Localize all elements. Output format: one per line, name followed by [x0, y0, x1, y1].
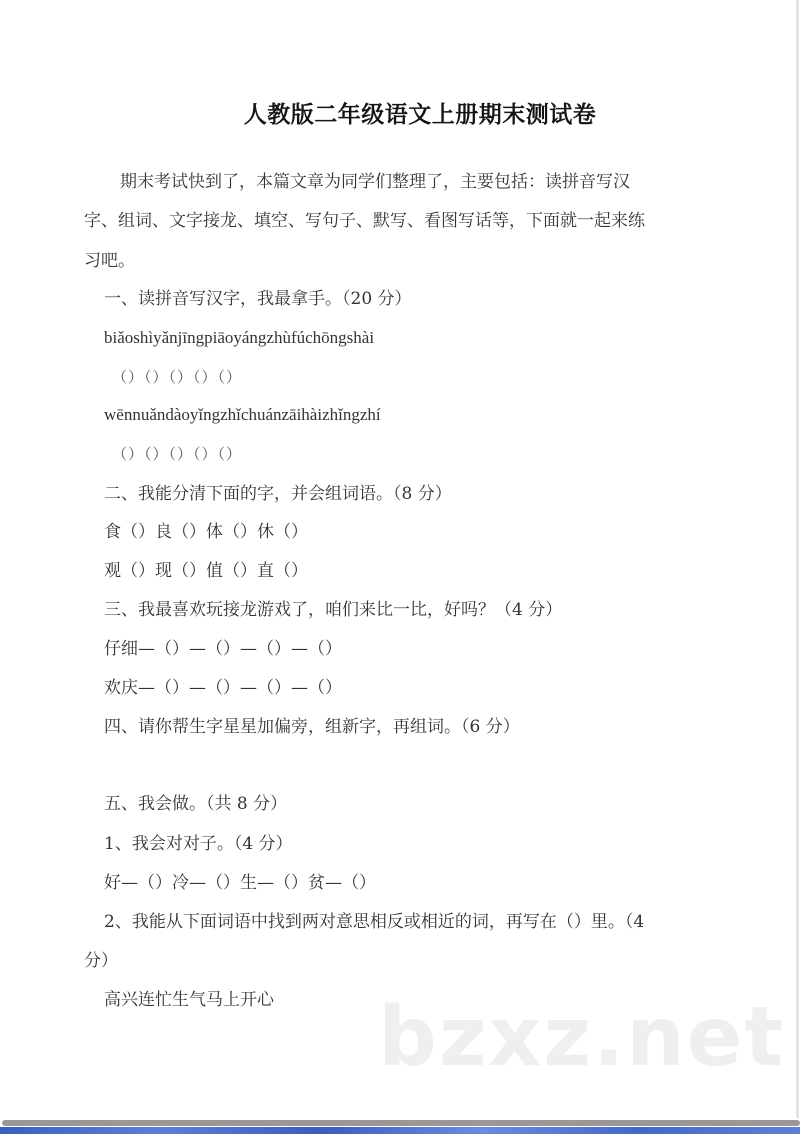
document-title: 人教版二年级语文上册期末测试卷 — [243, 102, 597, 128]
section-1-heading: 一、读拼音写汉字，我最拿手。（20 分） — [104, 289, 412, 309]
section-2-heading: 二、我能分清下面的字，并会组词语。（8 分） — [104, 484, 452, 504]
watermark: bzxz.net — [378, 990, 786, 1085]
intro-line-2: 字、组词、文字接龙、填空、写句子、默写、看图写话等，下面就一起来练 — [84, 211, 645, 231]
section-5-q2-heading-line-1: 2、我能从下面词语中找到两对意思相反或相近的词，再写在（）里。（4 — [104, 912, 645, 932]
section-5-q2-words: 高兴连忙生气马上开心 — [104, 990, 274, 1010]
answer-blanks-row-2: （）（）（）（）（） — [112, 445, 243, 463]
desktop-background-strip — [0, 1127, 800, 1134]
answer-blanks-row-1: （）（）（）（）（） — [112, 368, 243, 386]
section-5-q1-heading: 1、我会对对子。（4 分） — [104, 834, 293, 854]
section-3-heading: 三、我最喜欢玩接龙游戏了，咱们来比一比，好吗？（4 分） — [104, 600, 563, 620]
intro-line-3: 习吧。 — [84, 251, 135, 271]
section-2-row-1: 食（）良（）体（）休（） — [104, 522, 308, 542]
section-4-heading: 四、请你帮生字星星加偏旁，组新字，再组词。（6 分） — [104, 717, 520, 737]
section-5-heading: 五、我会做。（共 8 分） — [104, 794, 288, 814]
section-2-row-2: 观（）现（）值（）直（） — [104, 561, 308, 581]
pinyin-row-2: wēnnuǎndàoyǐngzhǐchuánzāihàizhǐngzhí — [104, 405, 381, 424]
section-3-row-2: 欢庆—（）—（）—（）—（） — [104, 678, 342, 698]
section-3-row-1: 仔细—（）—（）—（）—（） — [104, 639, 342, 659]
section-5-q1-row: 好—（）冷—（）生—（）贫—（） — [104, 873, 376, 893]
horizontal-scrollbar[interactable] — [2, 1120, 800, 1126]
intro-line-1: 期末考试快到了，本篇文章为同学们整理了，主要包括：读拼音写汉 — [120, 172, 630, 192]
section-5-q2-heading-line-2: 分） — [84, 951, 118, 971]
pinyin-row-1: biǎoshìyǎnjīngpiāoyángzhùfúchōngshài — [104, 328, 375, 347]
